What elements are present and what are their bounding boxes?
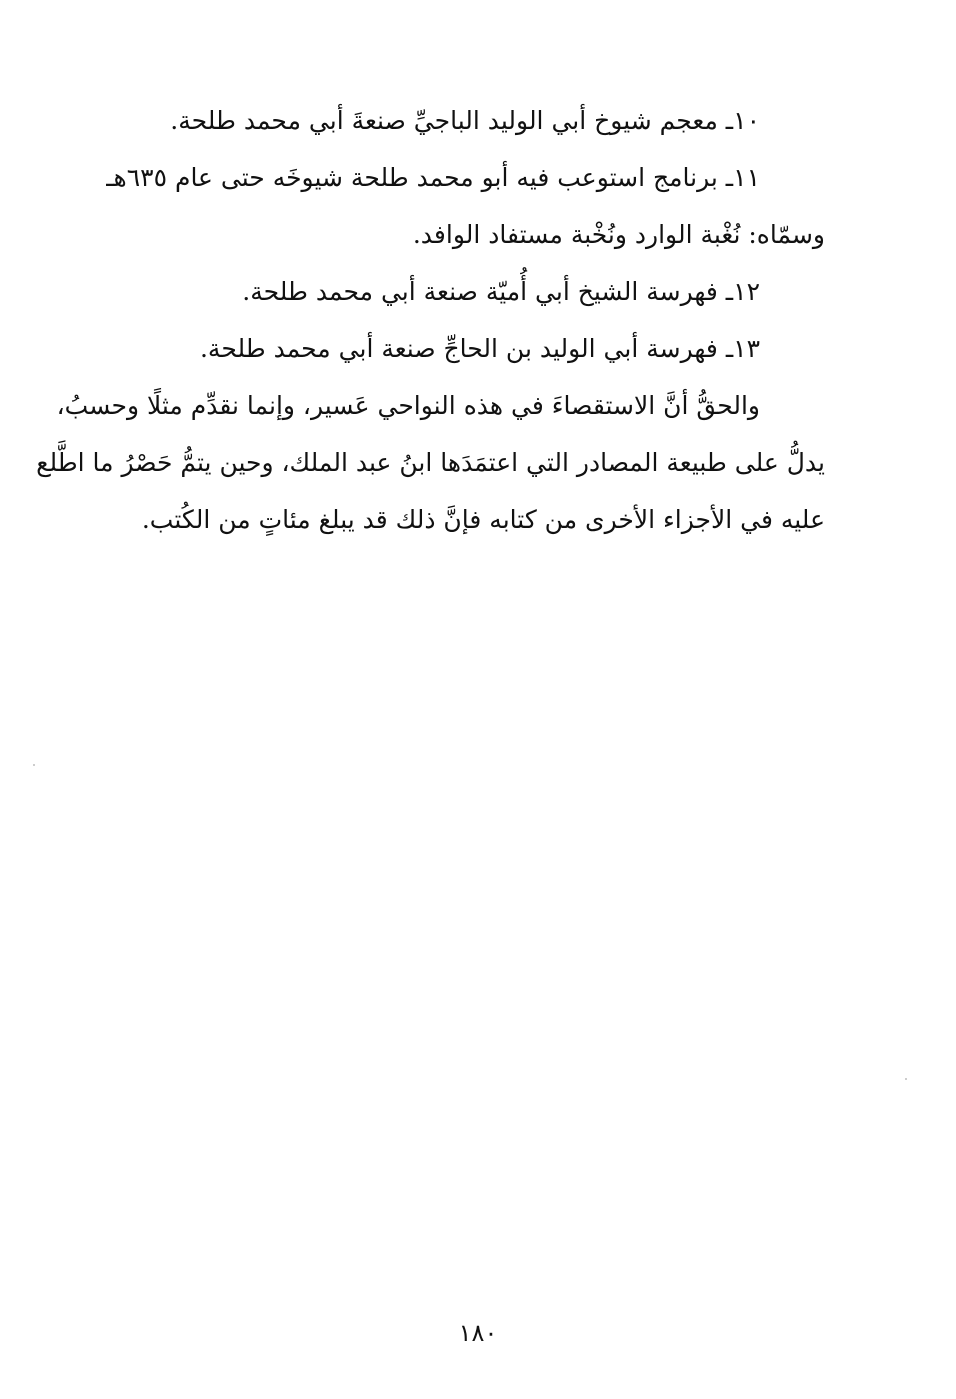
list-item-line-continuation: وسمّاه: نُغْبة الوارد ونُخْبة مستفاد الوافد.	[412, 220, 825, 249]
paragraph-line: والحقُّ أنَّ الاستقصاءَ في هذه النواحي عَسير، وإنما نقدِّم مثلًا وحسبُ،	[56, 391, 760, 420]
list-item-12	[70, 263, 825, 320]
list-item-line: ١٣ـ فهرسة أبي الوليد بن الحاجِّ صنعة أبي محمد طلحة.	[199, 334, 760, 363]
paragraph-line: يدلُّ على طبيعة المصادر التي اعتمَدَها ابنُ عبد الملك، وحين يتمُّ حَصْرُ ما اطَّلع	[36, 448, 825, 477]
list-item-line: ١١ـ برنامج استوعب فيه أبو محمد طلحة شيوخَه حتى عام ٦٣٥هـ	[106, 163, 760, 192]
paragraph-line: عليه في الأجزاء الأخرى من كتابه فإنَّ ذلك قد يبلغ مئاتٍ من الكُتب.	[141, 505, 825, 534]
scan-speck	[905, 1078, 907, 1080]
page-number: ١٨٠	[458, 1319, 498, 1347]
list-item-line: ١٢ـ فهرسة الشيخ أبي أُميّة صنعة أبي محمد طلحة.	[242, 277, 760, 306]
scan-speck	[33, 764, 35, 766]
list-item-line: ١٠ـ معجم شيوخ أبي الوليد الباجيِّ صنعةَ أبي محمد طلحة.	[170, 106, 760, 135]
closing-paragraph	[36, 377, 825, 548]
document-body	[36, 92, 825, 548]
list-item-10	[70, 92, 825, 149]
list-item-13	[70, 320, 825, 377]
list-item-11	[70, 149, 825, 263]
